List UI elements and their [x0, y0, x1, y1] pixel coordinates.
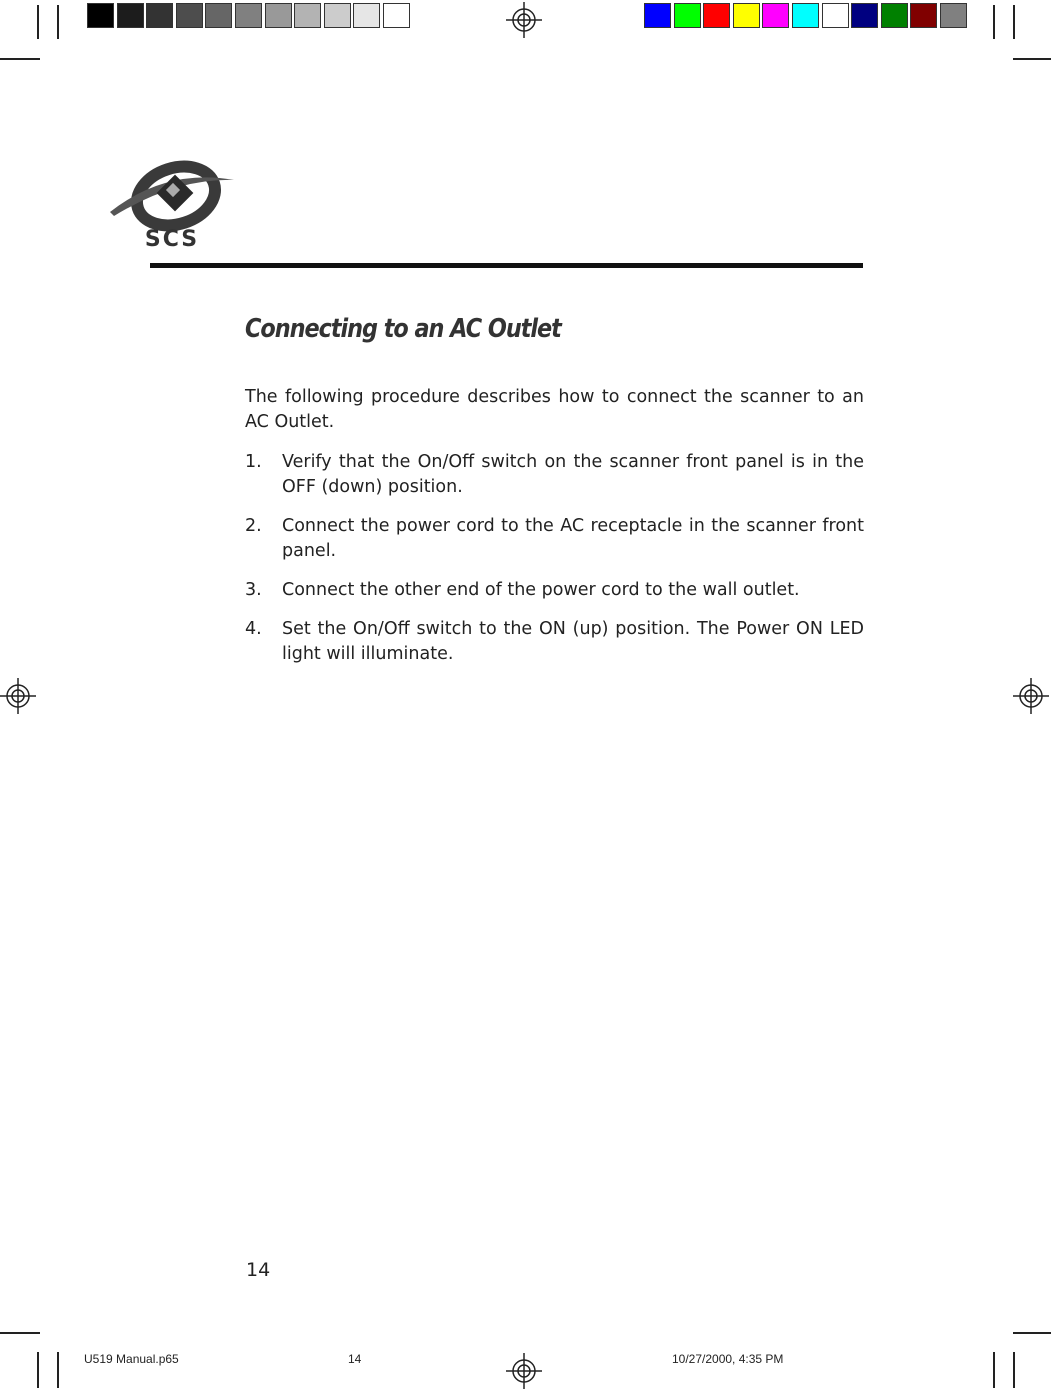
- grayscale-swatch-bar: [87, 3, 413, 30]
- grayscale-swatch: [324, 3, 351, 28]
- step-text: Set the On/Off switch to the ON (up) position. The Power ON LED light will illuminate.: [282, 619, 864, 664]
- slug-filename: U519 Manual.p65: [84, 1352, 179, 1366]
- grayscale-swatch: [117, 3, 144, 28]
- step-item: [245, 617, 864, 667]
- grayscale-swatch: [146, 3, 173, 28]
- step-text: Connect the power cord to the AC receptacle in the scanner front panel.: [282, 516, 864, 561]
- grayscale-swatch: [294, 3, 321, 28]
- grayscale-swatch: [353, 3, 380, 28]
- color-swatch: [910, 3, 937, 28]
- section-title: Connecting to an AC Outlet: [245, 314, 561, 344]
- step-item: [245, 578, 864, 603]
- step-number: 1.: [245, 452, 262, 472]
- color-swatch: [703, 3, 730, 28]
- step-number: 3.: [245, 580, 262, 600]
- slug-page: 14: [348, 1352, 362, 1366]
- step-item: [245, 450, 864, 500]
- header-rule: [150, 263, 863, 268]
- color-swatch: [762, 3, 789, 28]
- grayscale-swatch: [235, 3, 262, 28]
- grayscale-swatch: [87, 3, 114, 28]
- step-number: 4.: [245, 619, 262, 639]
- registration-mark-left-icon: [0, 678, 36, 714]
- color-swatch: [792, 3, 819, 28]
- color-swatch: [644, 3, 671, 28]
- color-swatch: [822, 3, 849, 28]
- registration-mark-top-icon: [506, 2, 542, 38]
- step-text: Verify that the On/Off switch on the scanner front panel is in the OFF (down) position.: [282, 452, 864, 497]
- color-swatch: [881, 3, 908, 28]
- step-item: [245, 514, 864, 564]
- color-swatch-bar: [644, 3, 970, 30]
- grayscale-swatch: [383, 3, 410, 28]
- color-swatch: [733, 3, 760, 28]
- logo-text: SCS: [144, 227, 200, 250]
- color-swatch: [851, 3, 878, 28]
- slug-date: 10/27/2000, 4:35 PM: [672, 1352, 784, 1366]
- registration-mark-right-icon: [1013, 678, 1049, 714]
- step-number: 2.: [245, 516, 262, 536]
- procedure-steps: [245, 450, 864, 681]
- grayscale-swatch: [265, 3, 292, 28]
- grayscale-swatch: [205, 3, 232, 28]
- color-swatch: [674, 3, 701, 28]
- page-number: 14: [246, 1259, 271, 1281]
- scs-logo: [106, 158, 238, 250]
- registration-mark-bottom-icon: [506, 1353, 542, 1389]
- intro-paragraph: The following procedure describes how to connect the scanner to an AC Outlet.: [245, 387, 864, 432]
- color-swatch: [940, 3, 967, 28]
- grayscale-swatch: [176, 3, 203, 28]
- step-text: Connect the other end of the power cord to the wall outlet.: [282, 580, 800, 600]
